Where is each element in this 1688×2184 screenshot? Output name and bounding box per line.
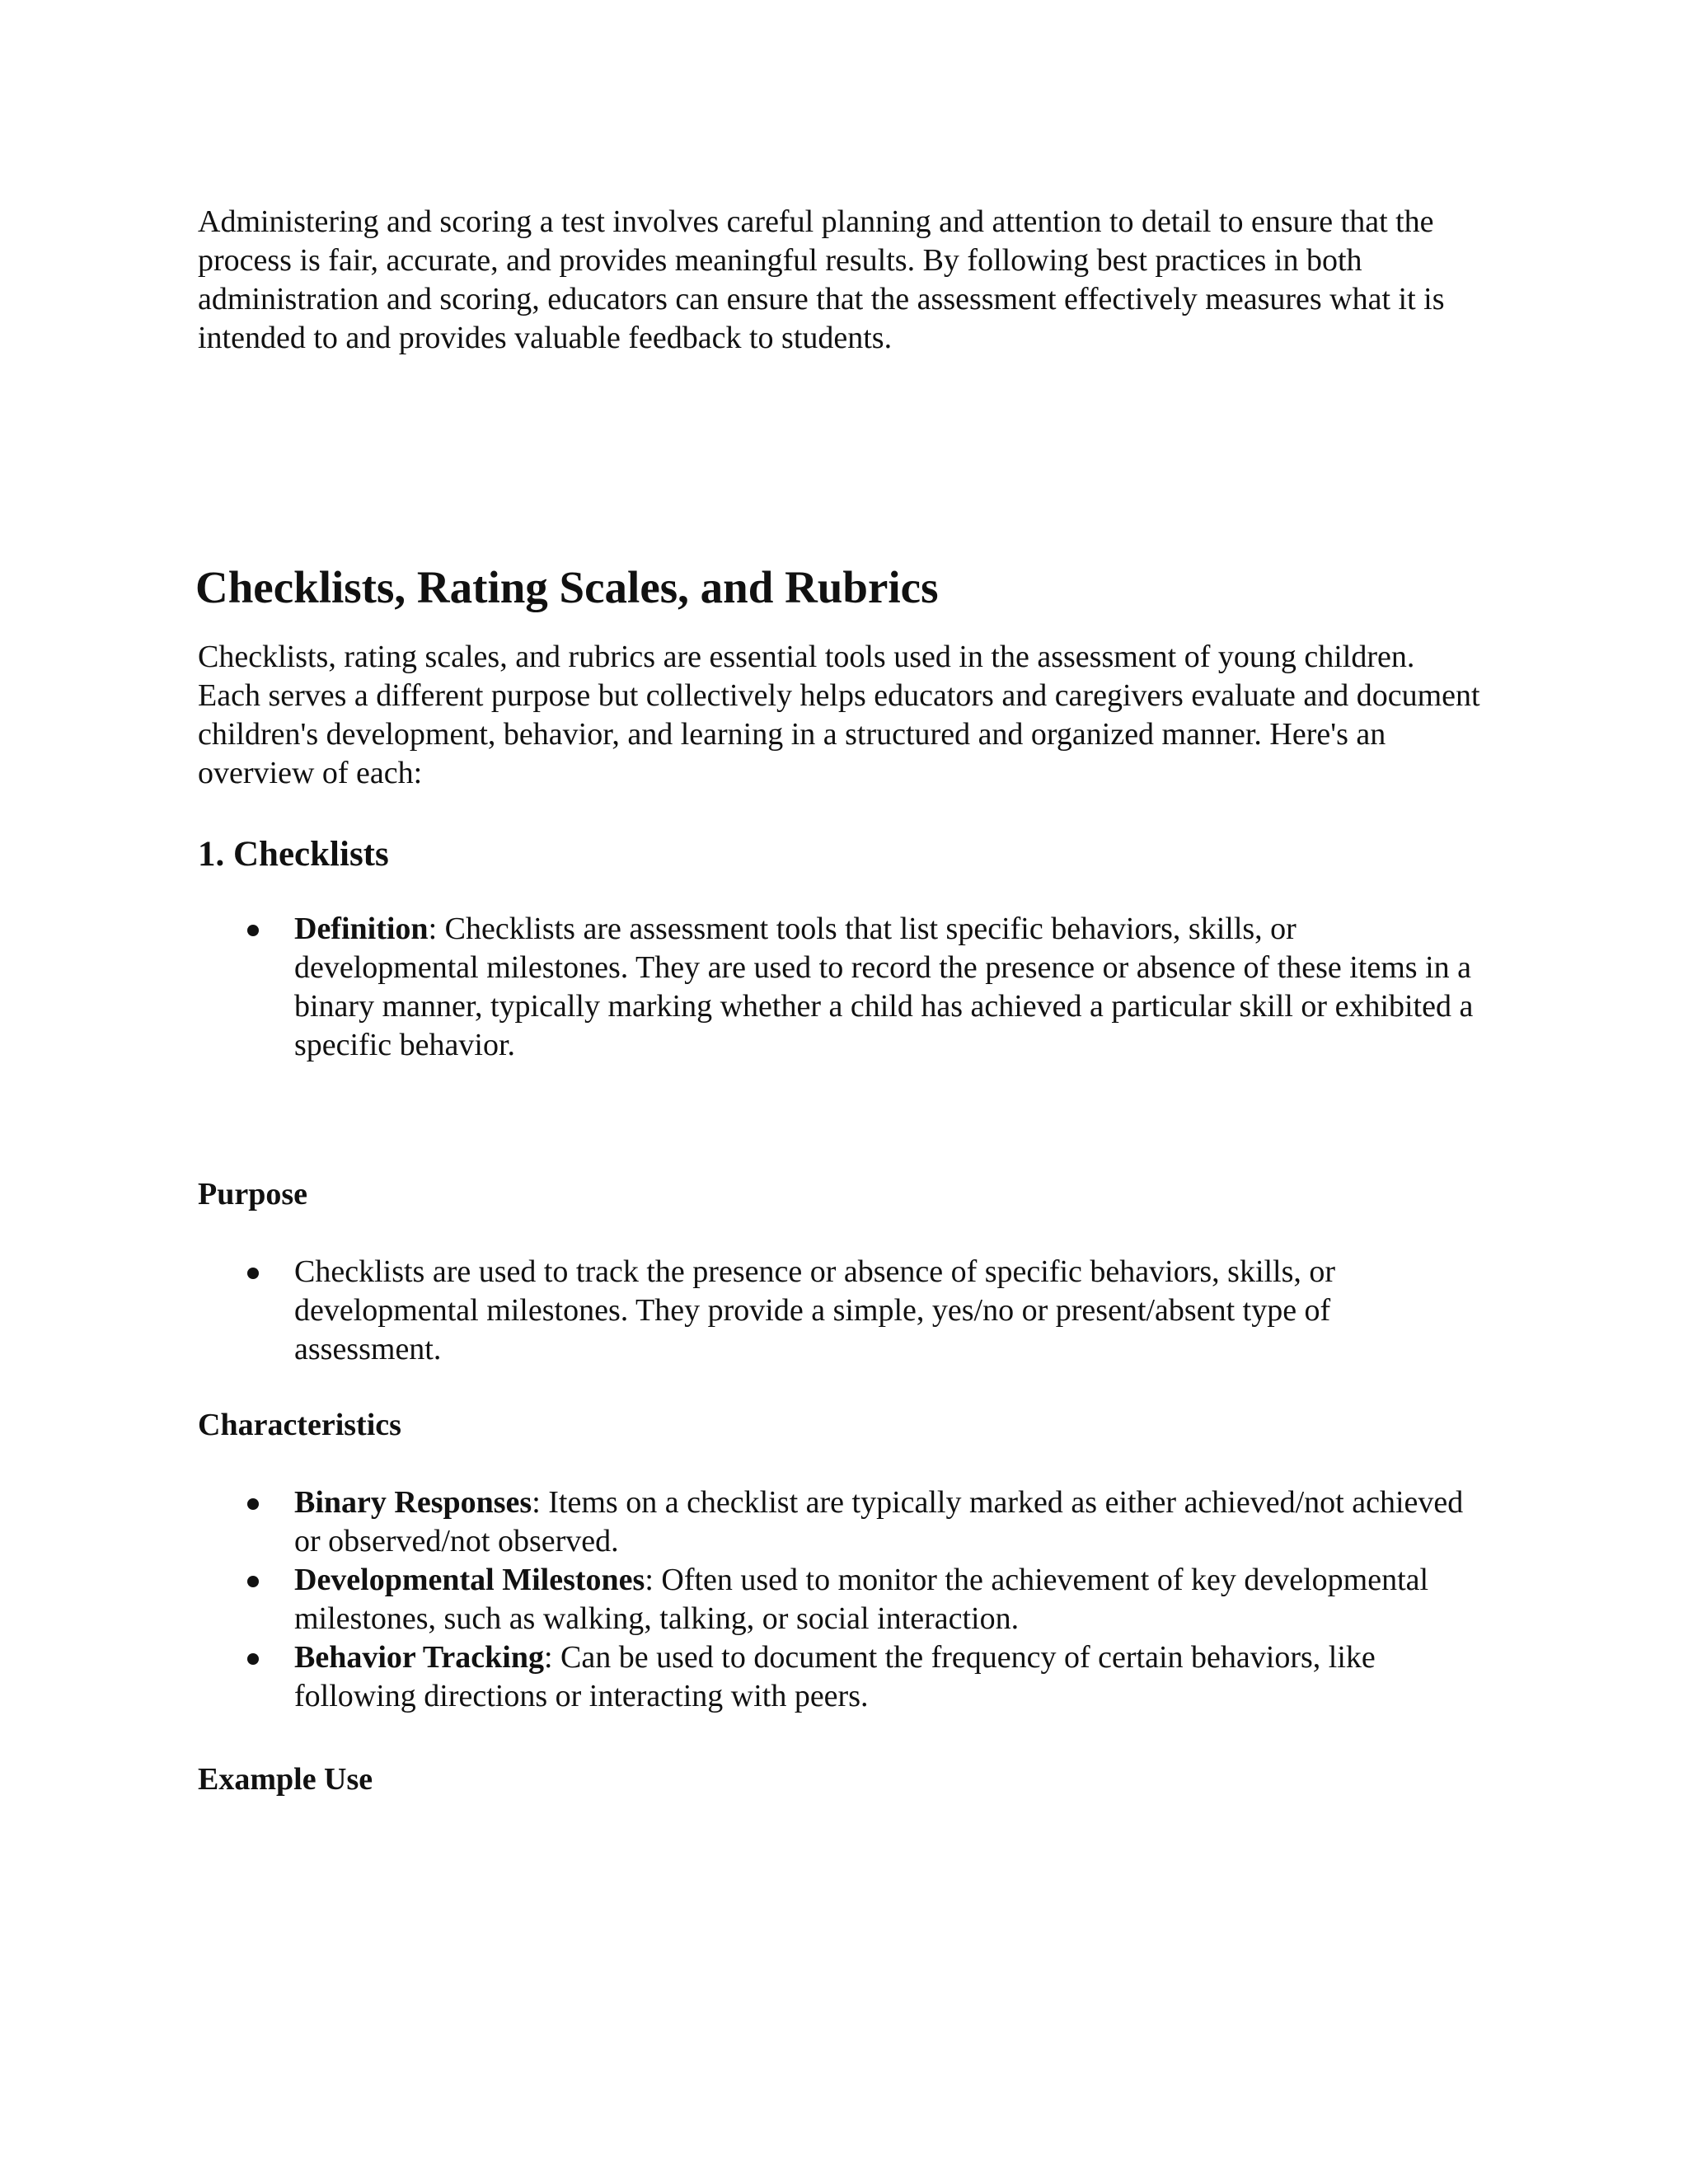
section-title: Checklists, Rating Scales, and Rubrics	[195, 562, 939, 612]
list-item	[198, 1561, 1484, 1638]
bullet-icon	[247, 925, 259, 936]
bullet-icon	[247, 1268, 259, 1279]
characteristics-list	[198, 1483, 1484, 1716]
definition-term: Definition	[294, 912, 429, 946]
list-item	[198, 1483, 1484, 1561]
definition-text: : Checklists are assessment tools that list specific behaviors, skills, or developmental milestones. They are used to record the presence or absence of these items in a binary manner, typically marking whether a child has achieved a particular skill or exhibited a specific behavior.	[294, 912, 1474, 1062]
definition-list	[198, 910, 1484, 1065]
checklists-heading: 1. Checklists	[198, 835, 389, 874]
list-item	[198, 1638, 1484, 1716]
section-intro-paragraph: Checklists, rating scales, and rubrics are essential tools used in the assessment of young children. Each serves a different purpose but collectively helps educators and caregivers evaluate and document children's development, behavior, and learning in a structured and organized manner. Here's an overview of each:	[198, 640, 1480, 790]
characteristics-heading: Characteristics	[198, 1408, 401, 1442]
characteristic-text: : Often used to monitor the achievement of key developmental milestones, such as walking, talking, or social interaction.	[294, 1563, 1429, 1636]
characteristic-term: Developmental Milestones	[294, 1563, 645, 1597]
example-use-heading: Example Use	[198, 1762, 373, 1797]
list-item	[198, 910, 1484, 1065]
characteristic-term: Binary Responses	[294, 1485, 532, 1520]
bullet-icon	[247, 1498, 259, 1510]
purpose-list	[198, 1253, 1484, 1369]
intro-paragraph: Administering and scoring a test involves careful planning and attention to detail to ensure that the process is fair, accurate, and provides meaningful results. By following best practices in both administration and scoring, educators can ensure that the assessment effectively measures what it is intended to and provides valuable feedback to students.	[198, 204, 1445, 355]
bullet-icon	[247, 1653, 259, 1665]
list-item	[198, 1253, 1484, 1369]
characteristic-term: Behavior Tracking	[294, 1640, 544, 1675]
characteristic-text: : Items on a checklist are typically marked as either achieved/not achieved or observed/not observed.	[294, 1485, 1464, 1558]
document-page	[195, 203, 1484, 1797]
purpose-item-text: Checklists are used to track the presence or absence of specific behaviors, skills, or developmental milestones. They provide a simple, yes/no or present/absent type of assessment.	[294, 1254, 1336, 1366]
characteristic-text: : Can be used to document the frequency of certain behaviors, like following directions or interacting with peers.	[294, 1640, 1376, 1713]
bullet-icon	[247, 1576, 259, 1587]
purpose-heading: Purpose	[198, 1177, 307, 1212]
